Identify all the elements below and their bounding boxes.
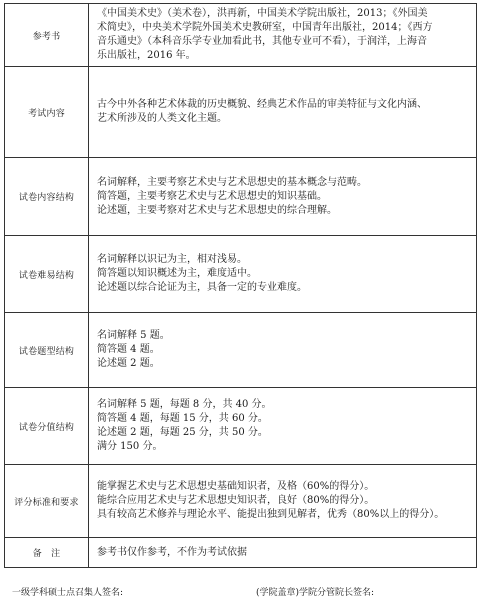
signature-footer	[4, 585, 477, 601]
row-content	[89, 236, 477, 313]
row-label: 评分标准和要求	[5, 465, 89, 538]
row-content	[89, 158, 477, 236]
row-content	[89, 388, 477, 465]
row-content	[89, 538, 477, 568]
table-row	[5, 236, 477, 313]
dean-signature-label: (学院盖章)学院分管院长签名:	[256, 588, 375, 598]
table-row	[5, 4, 477, 67]
content-line: 艺术所涉及的人类文化主题。	[97, 113, 227, 124]
content-line: 《中国美术史》（美术卷），洪再新，中国美术学院出版社，2013；《外国美	[97, 8, 428, 19]
row-label: 考试内容	[5, 67, 89, 158]
content-line: 简答题 4 题。	[97, 344, 160, 355]
content-line: 论述题以综合论证为主，具备一定的专业难度。	[97, 282, 307, 293]
row-label: 试卷题型结构	[5, 313, 89, 388]
content-line: 论述题，主要考察对艺术史与艺术思想史的综合理解。	[97, 204, 337, 216]
content-line: 能综合应用艺术史与艺术思想史知识者，良好（80%的得分）。	[97, 495, 375, 506]
row-label: 试卷内容结构	[5, 158, 89, 236]
content-line: 简答题，主要考察艺术史与艺术思想史的知识基础。	[97, 190, 327, 202]
table-row	[5, 158, 477, 236]
content-line: 名词解释 5 题，每题 8 分，共 40 分。	[97, 399, 272, 410]
row-label: 试卷难易结构	[5, 236, 89, 313]
row-label: 备 注	[5, 538, 89, 568]
content-line: 具有较高艺术修养与理论水平、能提出独到见解者，优秀（80%以上的得分）。	[97, 509, 445, 520]
table-row	[5, 67, 477, 158]
content-line: 能掌握艺术史与艺术思想史基础知识者，及格（60%的得分）。	[97, 481, 375, 492]
table-row	[5, 388, 477, 465]
row-label: 试卷分值结构	[5, 388, 89, 465]
content-line: 简答题以知识概述为主，难度适中。	[97, 268, 257, 279]
row-content	[89, 465, 477, 538]
content-line: 论述题 2 题，每题 25 分，共 50 分。	[97, 427, 268, 438]
content-line: 古今中外各种艺术体裁的历史概貌、经典艺术作品的审美特征与文化内涵、	[97, 99, 427, 110]
table-row	[5, 313, 477, 388]
row-label: 参考书	[5, 4, 89, 67]
table-row	[5, 538, 477, 568]
row-content	[89, 313, 477, 388]
content-line: 名词解释，主要考察艺术史与艺术思想史的基本概念与范畴。	[97, 176, 367, 188]
content-line: 简答题 4 题，每题 15 分，共 60 分。	[97, 413, 268, 424]
content-line: 术简史》，中央美术学院外国美术史教研室，中国青年出版社，2014；《西方	[97, 22, 433, 33]
content-line: 名词解释以识记为主，相对浅易。	[97, 254, 247, 265]
content-line: 参考书仅作参考，不作为考试依据	[97, 546, 247, 558]
coordinator-signature-label: 一级学科硕士点召集人签名:	[12, 588, 124, 598]
content-line: 名词解释 5 题。	[97, 330, 170, 341]
table-row	[5, 465, 477, 538]
content-line: 论述题 2 题。	[97, 358, 160, 369]
content-line: 音乐通史》（本科音乐学专业加看此书，其他专业可不看），于润洋，上海音	[97, 36, 427, 47]
row-content	[89, 67, 477, 158]
content-line: 满分 150 分。	[97, 441, 163, 452]
exam-syllabus-table	[4, 3, 477, 568]
content-line: 乐出版社，2016 年。	[97, 50, 196, 61]
row-content	[89, 4, 477, 67]
